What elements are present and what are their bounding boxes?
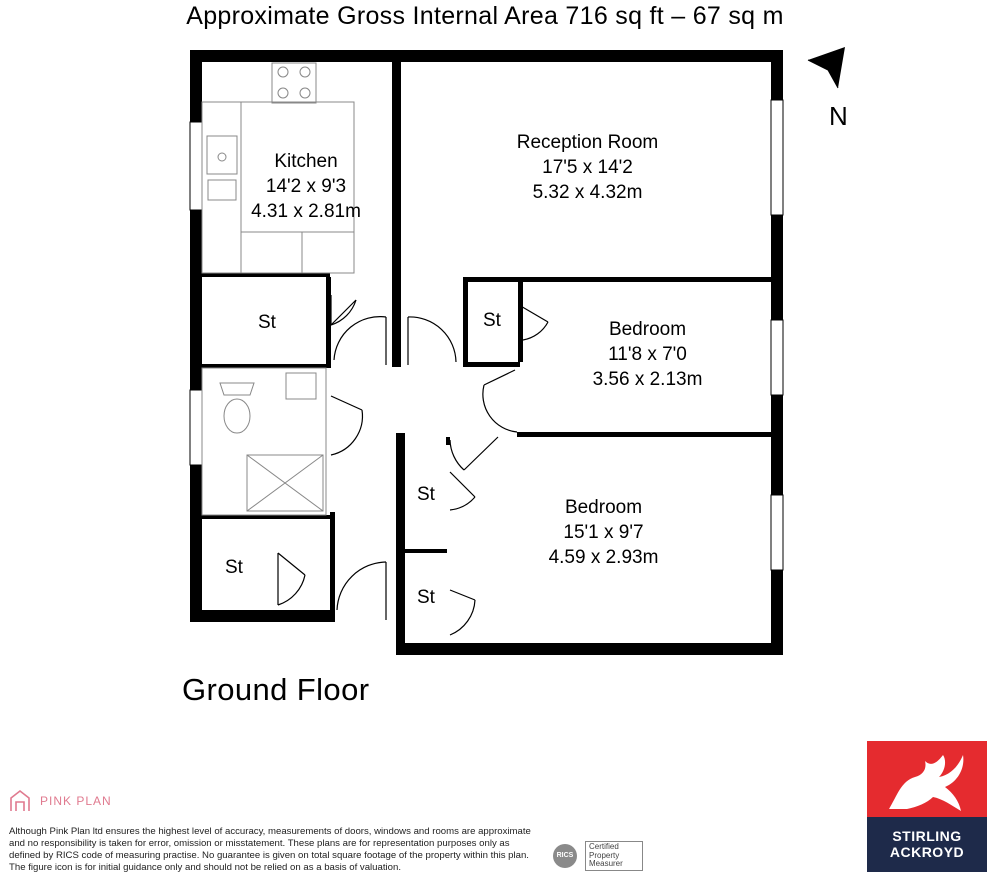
agent-name (867, 817, 987, 872)
room-imperial: 15'1 x 9'7 (563, 522, 644, 543)
pink-plan-logo (8, 789, 112, 813)
house-logo-icon (8, 789, 32, 813)
bathroom-fixtures (202, 368, 326, 515)
rics-line: Property (589, 850, 620, 860)
room-name: Bedroom (564, 497, 643, 518)
room-name: Kitchen (274, 151, 338, 172)
disclaimer-text: Although Pink Plan ltd ensures the highest level of accuracy, measurements of doors, windows and rooms are approximate and no responsibility is taken for error, omission or misstatement. These plans are for representation purposes only as defined by RICS code of measuring practise. No guarantee is given on total square footage of the property within this plan. The figure icon is for initial guidance only and should not be relied on as a basis of valuation. (9, 826, 531, 873)
room-imperial: 11'8 x 7'0 (608, 344, 687, 365)
room-bedroom-1 (575, 317, 720, 392)
doors (278, 295, 548, 635)
room-metric: 4.31 x 2.81m (251, 201, 361, 222)
stirling-ackroyd-logo (867, 741, 987, 872)
room-name: Reception Room (516, 132, 659, 153)
storage-label: St (417, 484, 435, 505)
interior-walls (202, 62, 773, 553)
agent-name-line: STIRLING (892, 828, 962, 844)
rics-certified-box (585, 841, 643, 871)
floor-name: Ground Floor (182, 672, 370, 707)
room-bedroom-2 (531, 495, 676, 570)
north-arrow-icon (808, 47, 845, 88)
rics-badge-icon: RICS (553, 844, 577, 868)
compass-label: N (829, 101, 848, 131)
room-metric: 3.56 x 2.13m (592, 369, 703, 390)
rics-line: Certified (589, 842, 619, 851)
room-imperial: 14'2 x 9'3 (265, 176, 347, 197)
room-kitchen (236, 149, 376, 224)
storage-label: St (258, 312, 276, 333)
storage-label: St (483, 310, 501, 331)
area-title: Approximate Gross Internal Area 716 sq ft – 67 sq m (186, 2, 784, 30)
room-metric: 4.59 x 2.93m (548, 547, 659, 568)
storage-label: St (225, 557, 243, 578)
storage-label: St (417, 587, 435, 608)
room-reception (500, 130, 675, 205)
agent-name-line: ACKROYD (889, 844, 965, 860)
room-metric: 5.32 x 4.32m (532, 182, 643, 203)
room-imperial: 17'5 x 14'2 (542, 157, 633, 178)
rics-certification (553, 841, 643, 871)
rics-line: Measurer (589, 859, 623, 868)
pink-plan-name: PINK PLAN (40, 794, 112, 808)
room-name: Bedroom (608, 319, 687, 340)
griffin-logo-icon (867, 741, 987, 817)
